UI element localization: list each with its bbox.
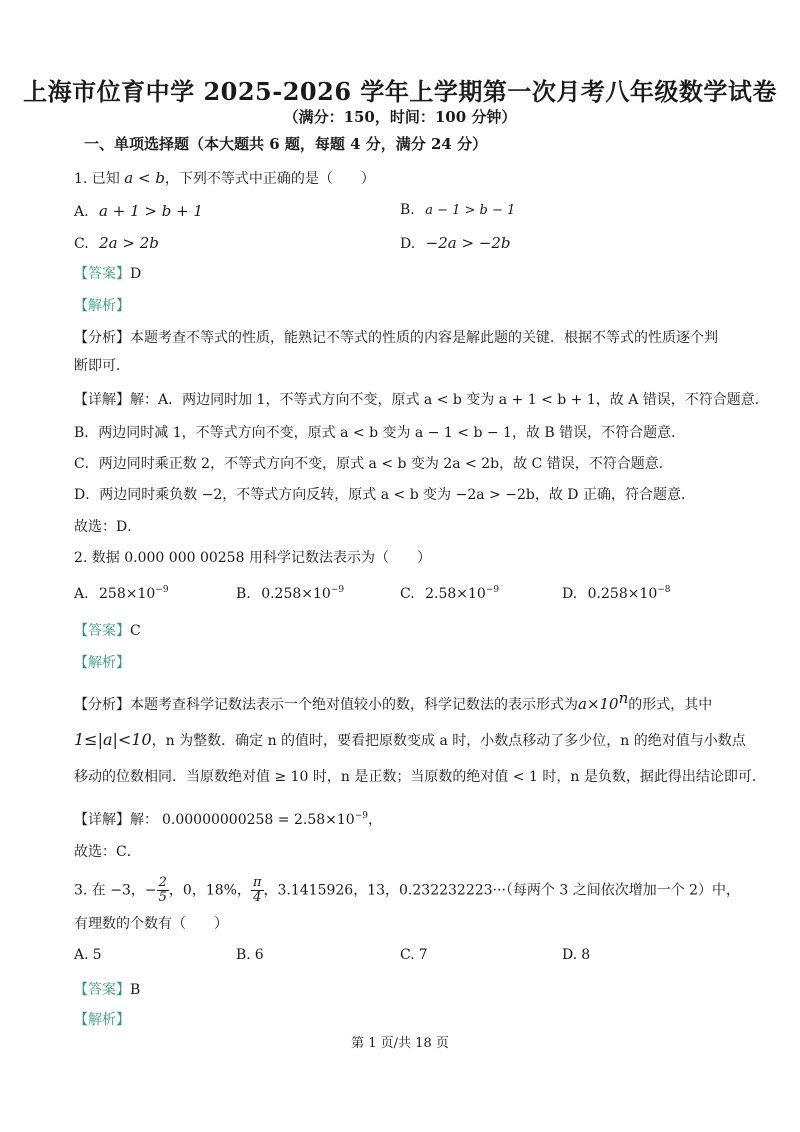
option-base: 0.258×10	[587, 586, 658, 602]
option-exp: −8	[657, 585, 671, 595]
answer-tag: 【答案】	[74, 623, 130, 639]
option-label: D.	[562, 947, 578, 963]
option-value: 5	[92, 947, 102, 963]
answer-value: D	[130, 266, 142, 282]
option-exp: −9	[485, 585, 500, 595]
option-label: A.	[74, 204, 89, 220]
exam-title: 上海市位育中学 2025-2026 学年上学期第一次月考八年级数学试卷	[23, 77, 777, 106]
frac1-denominator: 5	[158, 890, 167, 905]
q3-jiexi	[74, 1010, 130, 1030]
q1-stem-suffix: ，下列不等式中正确的是（ ）	[164, 171, 375, 187]
q1-analysis-line1	[74, 328, 718, 348]
analysis-text: 本题考查不等式的性质，能熟记不等式的性质的内容是解此题的关键．根据不等式的性质逐个判	[130, 330, 718, 346]
analysis-text: 本题考查科学记数法表示一个绝对值较小的数，科学记数法的表示形式为	[130, 697, 578, 713]
q2-jiexi	[74, 653, 130, 673]
option-label: B.	[236, 586, 251, 602]
detail-end: ，	[367, 812, 382, 828]
page-footer: 第 1 页/共 18 页	[351, 1036, 449, 1051]
q2-analysis-line1	[74, 688, 712, 715]
analysis-text: ，n 为整数．确定 n 的值时，要看把原数变成 a 时，小数点移动了多少位，n 的绝对值与小数点	[151, 733, 746, 749]
jiexi-tag: 【解析】	[74, 298, 130, 314]
q1-conclusion: 故选：D．	[74, 519, 142, 535]
option-label: C.	[400, 586, 415, 602]
option-label: B.	[236, 947, 251, 963]
frac1-sign: −	[144, 882, 157, 899]
q3-option-d	[562, 947, 590, 963]
q3-option-c	[400, 947, 428, 963]
option-label: C.	[400, 947, 415, 963]
exam-subtitle: （满分：150，时间：100 分钟）	[283, 108, 517, 126]
q2-option-c	[400, 585, 499, 602]
q3-stem-start: 3. 在 −3，	[74, 882, 145, 899]
q1-option-c	[74, 234, 159, 252]
section-heading: 一、单项选择题（本大题共 6 题，每题 4 分，满分 24 分）	[84, 135, 488, 153]
answer-tag: 【答案】	[74, 982, 130, 998]
answer-tag: 【答案】	[74, 266, 130, 282]
q2-option-a	[74, 585, 169, 602]
analysis-text-end: 的形式，其中	[628, 697, 713, 713]
q2-analysis-line3: 移动的位数相同．当原数绝对值 ≥ 10 时，n 是正数；当原数的绝对值 < 1 时，n 是负数，据此得出结论即可．	[74, 769, 766, 785]
option-label: B.	[400, 202, 415, 218]
q1-analysis-line2: 断即可．	[74, 358, 130, 374]
option-value: 8	[581, 947, 591, 963]
q1-detail-b: B．两边同时减 1，不等式方向不变，原式 a < b 变为 a − 1 < b − 1，故 B 错误，不符合题意．	[74, 425, 686, 441]
analysis-math: 1≤|a|<10	[74, 730, 152, 749]
option-base: 0.258×10	[261, 586, 331, 602]
option-exp: −9	[155, 585, 169, 595]
analysis-tag: 【分析】	[74, 330, 130, 346]
detail-exp: −9	[354, 811, 368, 821]
answer-value: C	[130, 623, 141, 639]
q1-answer	[74, 264, 141, 284]
q1-detail-a	[74, 390, 769, 410]
detail-math: 0.00000000258 = 2.58×10	[162, 812, 355, 828]
q1-detail-d: D．两边同时乘负数 −2，不等式方向反转，原式 a < b 变为 −2a > −2b，故 D 正确，符合题意．	[74, 487, 695, 503]
option-math: −2a > −2b	[425, 234, 511, 252]
q1-option-d	[400, 234, 511, 252]
q2-option-d	[562, 585, 671, 602]
jiexi-tag: 【解析】	[74, 655, 130, 671]
q2-option-b	[236, 585, 344, 602]
option-label: D.	[400, 236, 416, 252]
q3-answer	[74, 980, 140, 1000]
detail-text: 解：A．两边同时加 1，不等式方向不变，原式 a < b 变为 a + 1 < b + 1，故 A 错误，不符合题意．	[130, 392, 769, 408]
option-base: 258×10	[99, 586, 156, 602]
q1-detail-c: C．两边同时乘正数 2，不等式方向不变，原式 a < b 变为 2a < 2b，故 C 错误，不符合题意．	[74, 456, 673, 472]
option-label: C.	[74, 236, 89, 252]
fraction-neg-two-fifths	[157, 876, 169, 905]
option-label: A.	[74, 586, 89, 602]
detail-text: 解：	[130, 812, 158, 828]
frac1-numerator: 2	[158, 875, 167, 890]
analysis-exp: n	[618, 689, 629, 707]
option-value: 6	[254, 947, 264, 963]
q3-stem-mid2: ，3.1415926，13，0.232232223···（每两个 3 之间依次增加一个 2）中，	[263, 882, 741, 899]
q3-stem-line1	[74, 876, 740, 905]
q1-stem-prefix: 1. 已知	[74, 171, 120, 187]
q2-detail	[74, 806, 382, 830]
detail-tag: 【详解】	[74, 812, 130, 828]
q2-stem: 2. 数据 0.000 000 00258 用科学记数法表示为（ ）	[74, 550, 431, 566]
option-math: a − 1 > b − 1	[425, 203, 516, 218]
analysis-math: a×10	[578, 695, 619, 713]
option-label: D.	[562, 586, 578, 602]
q3-stem-mid1: ，0，18%，	[168, 882, 251, 899]
q3-stem-line2: 有理数的个数有（ ）	[74, 916, 228, 932]
q2-answer	[74, 621, 141, 641]
option-base: 2.58×10	[425, 586, 486, 602]
analysis-tag: 【分析】	[74, 697, 130, 713]
option-label: A.	[74, 947, 89, 963]
q2-conclusion: 故选：C．	[74, 844, 141, 860]
answer-value: B	[130, 982, 141, 998]
q1-jiexi	[74, 296, 130, 316]
option-value: 7	[418, 947, 428, 963]
detail-tag: 【详解】	[74, 392, 130, 408]
fraction-pi-fourths	[251, 876, 264, 905]
q3-option-a	[74, 947, 101, 963]
option-math: a + 1 > b + 1	[99, 202, 203, 220]
frac2-denominator: 4	[253, 890, 262, 905]
q1-stem	[74, 168, 375, 189]
q1-option-b	[400, 202, 515, 218]
q3-option-b	[236, 947, 264, 963]
q1-stem-math: a < b	[124, 169, 165, 187]
option-math: 2a > 2b	[99, 234, 159, 252]
option-exp: −9	[330, 585, 345, 595]
jiexi-tag: 【解析】	[74, 1012, 130, 1028]
frac2-numerator: π	[252, 875, 262, 890]
q2-analysis-line2	[74, 730, 746, 751]
q1-option-a	[74, 202, 203, 220]
